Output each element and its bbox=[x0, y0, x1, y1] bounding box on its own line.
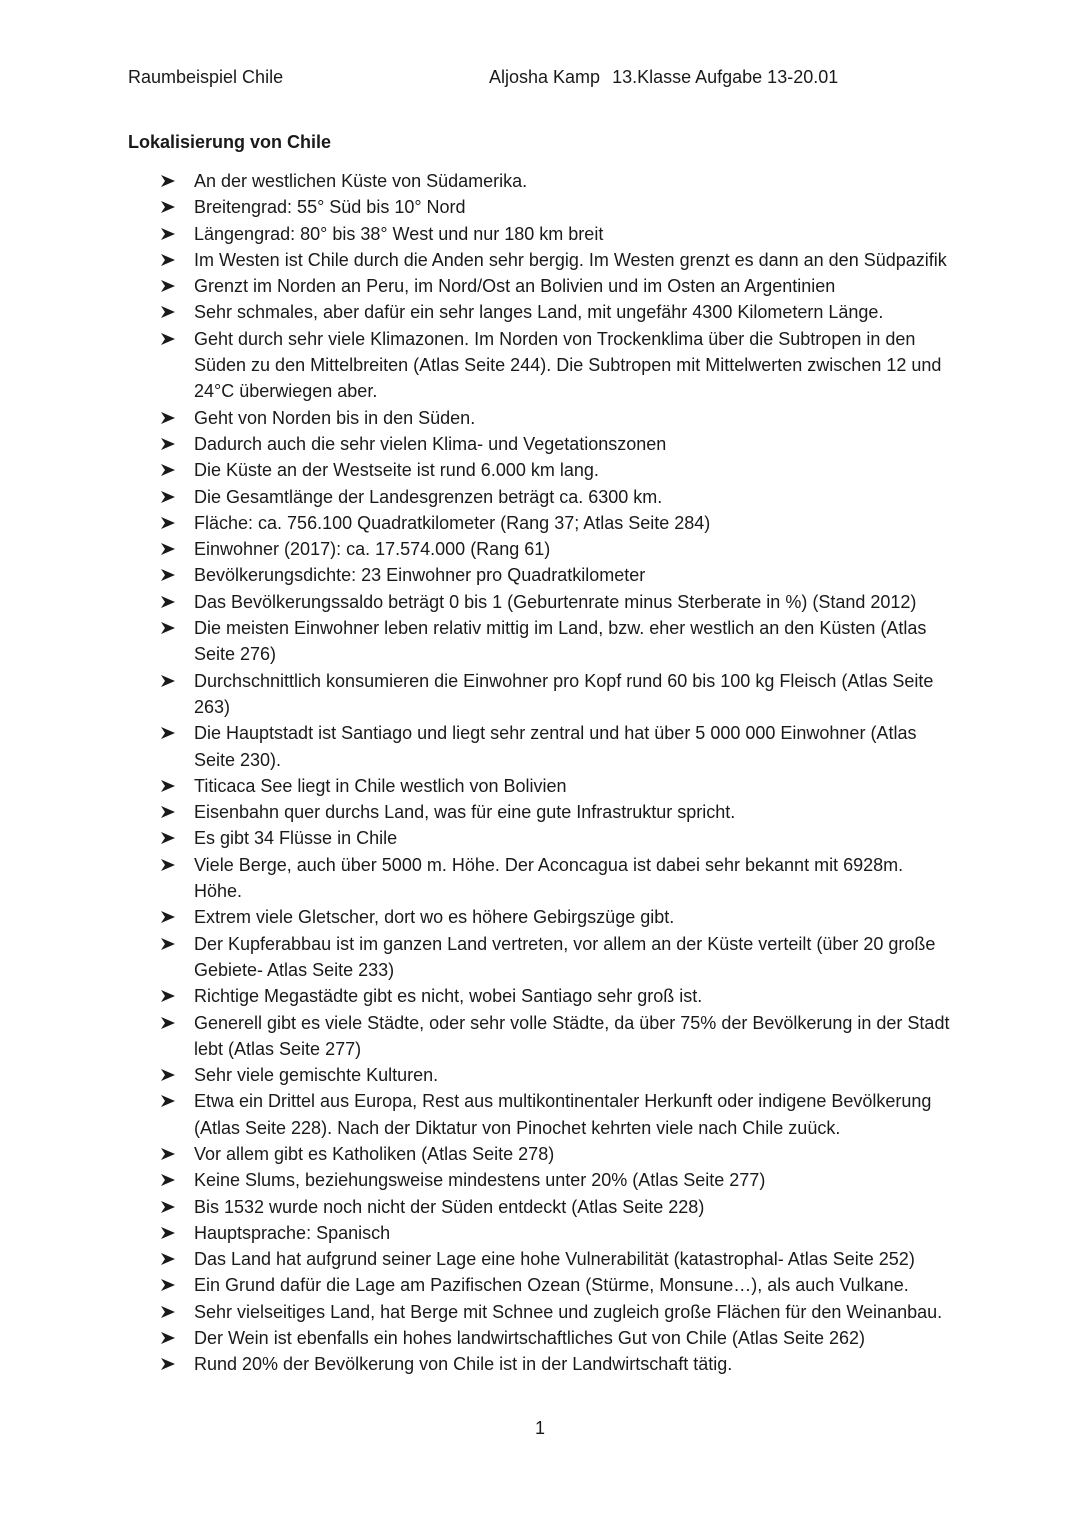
bullet-text: Sehr schmales, aber dafür ein sehr langes Land, mit ungefähr 4300 Kilometern Länge. bbox=[194, 302, 884, 323]
bullet-item bbox=[0, 1246, 1080, 1272]
bullet-item bbox=[0, 194, 1080, 220]
section-title: Lokalisierung von Chile bbox=[128, 132, 332, 152]
arrowhead-bullet-icon bbox=[160, 799, 180, 825]
arrowhead-bullet-icon bbox=[160, 1010, 180, 1036]
arrowhead-bullet-icon bbox=[160, 247, 180, 273]
bullet-item bbox=[0, 510, 1080, 536]
bullet-item bbox=[0, 484, 1080, 510]
bullet-text: Richtige Megastädte gibt es nicht, wobei Santiago sehr groß ist. bbox=[194, 986, 703, 1007]
bullet-text: Generell gibt es viele Städte, oder sehr volle Städte, da über 75% der Bevölkerung in der Stadt lebt (Atlas Seite 277) bbox=[194, 1012, 950, 1059]
arrowhead-bullet-icon bbox=[160, 221, 180, 247]
arrowhead-bullet-icon bbox=[160, 1299, 180, 1325]
bullet-item bbox=[0, 221, 1080, 247]
bullet-text: Vor allem gibt es Katholiken (Atlas Seite 278) bbox=[194, 1143, 555, 1164]
bullet-item bbox=[0, 405, 1080, 431]
bullet-text: Titicaca See liegt in Chile westlich von Bolivien bbox=[194, 775, 567, 796]
bullet-text: Der Kupferabbau ist im ganzen Land vertreten, vor allem an der Küste verteilt (über 20 große Gebiete- Atlas Seite 233) bbox=[194, 933, 936, 980]
bullet-item bbox=[0, 1325, 1080, 1351]
bullet-text: Längengrad: 80° bis 38° West und nur 180 km breit bbox=[194, 223, 604, 244]
header-author: Aljosha Kamp bbox=[489, 67, 601, 87]
bullet-text: Bevölkerungsdichte: 23 Einwohner pro Quadratkilometer bbox=[194, 565, 646, 586]
bullet-item bbox=[0, 273, 1080, 299]
bullet-list bbox=[0, 168, 1080, 1378]
bullet-item bbox=[0, 852, 1080, 905]
bullet-text: Die Hauptstadt ist Santiago und liegt sehr zentral und hat über 5 000 000 Einwohner (Atlas Seite 230). bbox=[194, 723, 917, 770]
arrowhead-bullet-icon bbox=[160, 615, 180, 641]
bullet-item bbox=[0, 326, 1080, 405]
arrowhead-bullet-icon bbox=[160, 1141, 180, 1167]
bullet-text: Es gibt 34 Flüsse in Chile bbox=[194, 828, 398, 849]
bullet-item bbox=[0, 1299, 1080, 1325]
bullet-item bbox=[0, 1220, 1080, 1246]
arrowhead-bullet-icon bbox=[160, 1220, 180, 1246]
arrowhead-bullet-icon bbox=[160, 852, 180, 878]
bullet-item bbox=[0, 1351, 1080, 1377]
bullet-item bbox=[0, 983, 1080, 1009]
arrowhead-bullet-icon bbox=[160, 773, 180, 799]
arrowhead-bullet-icon bbox=[160, 299, 180, 325]
arrowhead-bullet-icon bbox=[160, 1272, 180, 1298]
bullet-item bbox=[0, 457, 1080, 483]
arrowhead-bullet-icon bbox=[160, 431, 180, 457]
bullet-text: Die Küste an der Westseite ist rund 6.000 km lang. bbox=[194, 460, 599, 481]
bullet-text: Grenzt im Norden an Peru, im Nord/Ost an Bolivien und im Osten an Argentinien bbox=[194, 276, 836, 297]
arrowhead-bullet-icon bbox=[160, 168, 180, 194]
header-meta bbox=[489, 66, 838, 88]
arrowhead-bullet-icon bbox=[160, 668, 180, 694]
bullet-item bbox=[0, 299, 1080, 325]
bullet-text: Viele Berge, auch über 5000 m. Höhe. Der Aconcagua ist dabei sehr bekannt mit 6928m. Höhe. bbox=[194, 854, 904, 902]
bullet-item bbox=[0, 773, 1080, 799]
bullet-item bbox=[0, 1272, 1080, 1298]
arrowhead-bullet-icon bbox=[160, 1246, 180, 1272]
bullet-item bbox=[0, 799, 1080, 825]
arrowhead-bullet-icon bbox=[160, 825, 180, 851]
bullet-text: Breitengrad: 55° Süd bis 10° Nord bbox=[194, 197, 466, 218]
bullet-text: Das Bevölkerungssaldo beträgt 0 bis 1 (Geburtenrate minus Sterberate in %) (Stand 2012) bbox=[194, 591, 917, 612]
bullet-text: Dadurch auch die sehr vielen Klima- und Vegetationszonen bbox=[194, 433, 667, 454]
bullet-item bbox=[0, 1194, 1080, 1220]
arrowhead-bullet-icon bbox=[160, 510, 180, 536]
bullet-item bbox=[0, 1062, 1080, 1088]
bullet-text: Geht durch sehr viele Klimazonen. Im Norden von Trockenklima über die Subtropen in den Süden zu den Mittelbreiten (Atlas Seite 244). Die Subtropen mit Mittelwerten zwischen 12 und 24°C überwiegen aber. bbox=[194, 328, 942, 402]
bullet-item bbox=[0, 1167, 1080, 1193]
bullet-item bbox=[0, 720, 1080, 773]
bullet-text: Einwohner (2017): ca. 17.574.000 (Rang 61) bbox=[194, 539, 551, 560]
bullet-item bbox=[0, 247, 1080, 273]
bullet-item bbox=[0, 536, 1080, 562]
bullet-text: Sehr vielseitiges Land, hat Berge mit Schnee und zugleich große Flächen für den Weinanbau. bbox=[194, 1301, 943, 1322]
bullet-item bbox=[0, 1141, 1080, 1167]
bullet-text: Keine Slums, beziehungsweise mindestens unter 20% (Atlas Seite 277) bbox=[194, 1170, 766, 1191]
bullet-text: Das Land hat aufgrund seiner Lage eine hohe Vulnerabilität (katastrophal- Atlas Seite 252) bbox=[194, 1249, 915, 1270]
arrowhead-bullet-icon bbox=[160, 983, 180, 1009]
bullet-text: Geht von Norden bis in den Süden. bbox=[194, 407, 476, 428]
bullet-text: Die meisten Einwohner leben relativ mittig im Land, bzw. eher westlich an den Küsten (Atlas Seite 276) bbox=[194, 618, 927, 665]
bullet-text: Ein Grund dafür die Lage am Pazifischen Ozean (Stürme, Monsune…), als auch Vulkane. bbox=[194, 1275, 909, 1296]
arrowhead-bullet-icon bbox=[160, 194, 180, 220]
bullet-text: Der Wein ist ebenfalls ein hohes landwirtschaftliches Gut von Chile (Atlas Seite 262) bbox=[194, 1328, 866, 1349]
header-title: Raumbeispiel Chile bbox=[128, 67, 284, 87]
arrowhead-bullet-icon bbox=[160, 273, 180, 299]
bullet-item bbox=[0, 1088, 1080, 1141]
page-number: 1 bbox=[534, 1418, 545, 1438]
bullet-item bbox=[0, 168, 1080, 194]
bullet-item bbox=[0, 1010, 1080, 1063]
bullet-text: Eisenbahn quer durchs Land, was für eine gute Infrastruktur spricht. bbox=[194, 802, 736, 823]
bullet-text: Fläche: ca. 756.100 Quadratkilometer (Rang 37; Atlas Seite 284) bbox=[194, 512, 711, 533]
bullet-text: Sehr viele gemischte Kulturen. bbox=[194, 1065, 439, 1086]
header-course: 13.Klasse Aufgabe 13-20.01 bbox=[612, 67, 839, 87]
arrowhead-bullet-icon bbox=[160, 904, 180, 930]
bullet-item bbox=[0, 589, 1080, 615]
arrowhead-bullet-icon bbox=[160, 1088, 180, 1114]
bullet-text: Durchschnittlich konsumieren die Einwohner pro Kopf rund 60 bis 100 kg Fleisch (Atlas Seite 263) bbox=[194, 670, 934, 717]
arrowhead-bullet-icon bbox=[160, 589, 180, 615]
arrowhead-bullet-icon bbox=[160, 562, 180, 588]
arrowhead-bullet-icon bbox=[160, 931, 180, 957]
arrowhead-bullet-icon bbox=[160, 1167, 180, 1193]
bullet-item bbox=[0, 431, 1080, 457]
arrowhead-bullet-icon bbox=[160, 484, 180, 510]
bullet-item bbox=[0, 825, 1080, 851]
arrowhead-bullet-icon bbox=[160, 1351, 180, 1377]
arrowhead-bullet-icon bbox=[160, 326, 180, 352]
bullet-text: An der westlichen Küste von Südamerika. bbox=[194, 171, 528, 191]
bullet-text: Rund 20% der Bevölkerung von Chile ist in der Landwirtschaft tätig. bbox=[194, 1354, 733, 1375]
arrowhead-bullet-icon bbox=[160, 405, 180, 431]
bullet-text: Bis 1532 wurde noch nicht der Süden entdeckt (Atlas Seite 228) bbox=[194, 1196, 705, 1217]
bullet-item bbox=[0, 615, 1080, 668]
arrowhead-bullet-icon bbox=[160, 536, 180, 562]
bullet-item bbox=[0, 904, 1080, 930]
arrowhead-bullet-icon bbox=[160, 720, 180, 746]
bullet-text: Etwa ein Drittel aus Europa, Rest aus multikontinentaler Herkunft oder indigene Bevölkerung (Atlas Seite 228). Nach der Diktatur von Pinochet kehrten viele nach Chile zuück. bbox=[194, 1091, 932, 1138]
arrowhead-bullet-icon bbox=[160, 1325, 180, 1351]
arrowhead-bullet-icon bbox=[160, 1194, 180, 1220]
bullet-text: Extrem viele Gletscher, dort wo es höhere Gebirgszüge gibt. bbox=[194, 907, 675, 928]
bullet-item bbox=[0, 931, 1080, 984]
bullet-text: Im Westen ist Chile durch die Anden sehr bergig. Im Westen grenzt es dann an den Südpazifik bbox=[194, 249, 947, 270]
bullet-text: Die Gesamtlänge der Landesgrenzen beträgt ca. 6300 km. bbox=[194, 486, 663, 507]
arrowhead-bullet-icon bbox=[160, 457, 180, 483]
bullet-item bbox=[0, 562, 1080, 588]
arrowhead-bullet-icon bbox=[160, 1062, 180, 1088]
bullet-text: Hauptsprache: Spanisch bbox=[194, 1222, 391, 1243]
bullet-item bbox=[0, 668, 1080, 721]
